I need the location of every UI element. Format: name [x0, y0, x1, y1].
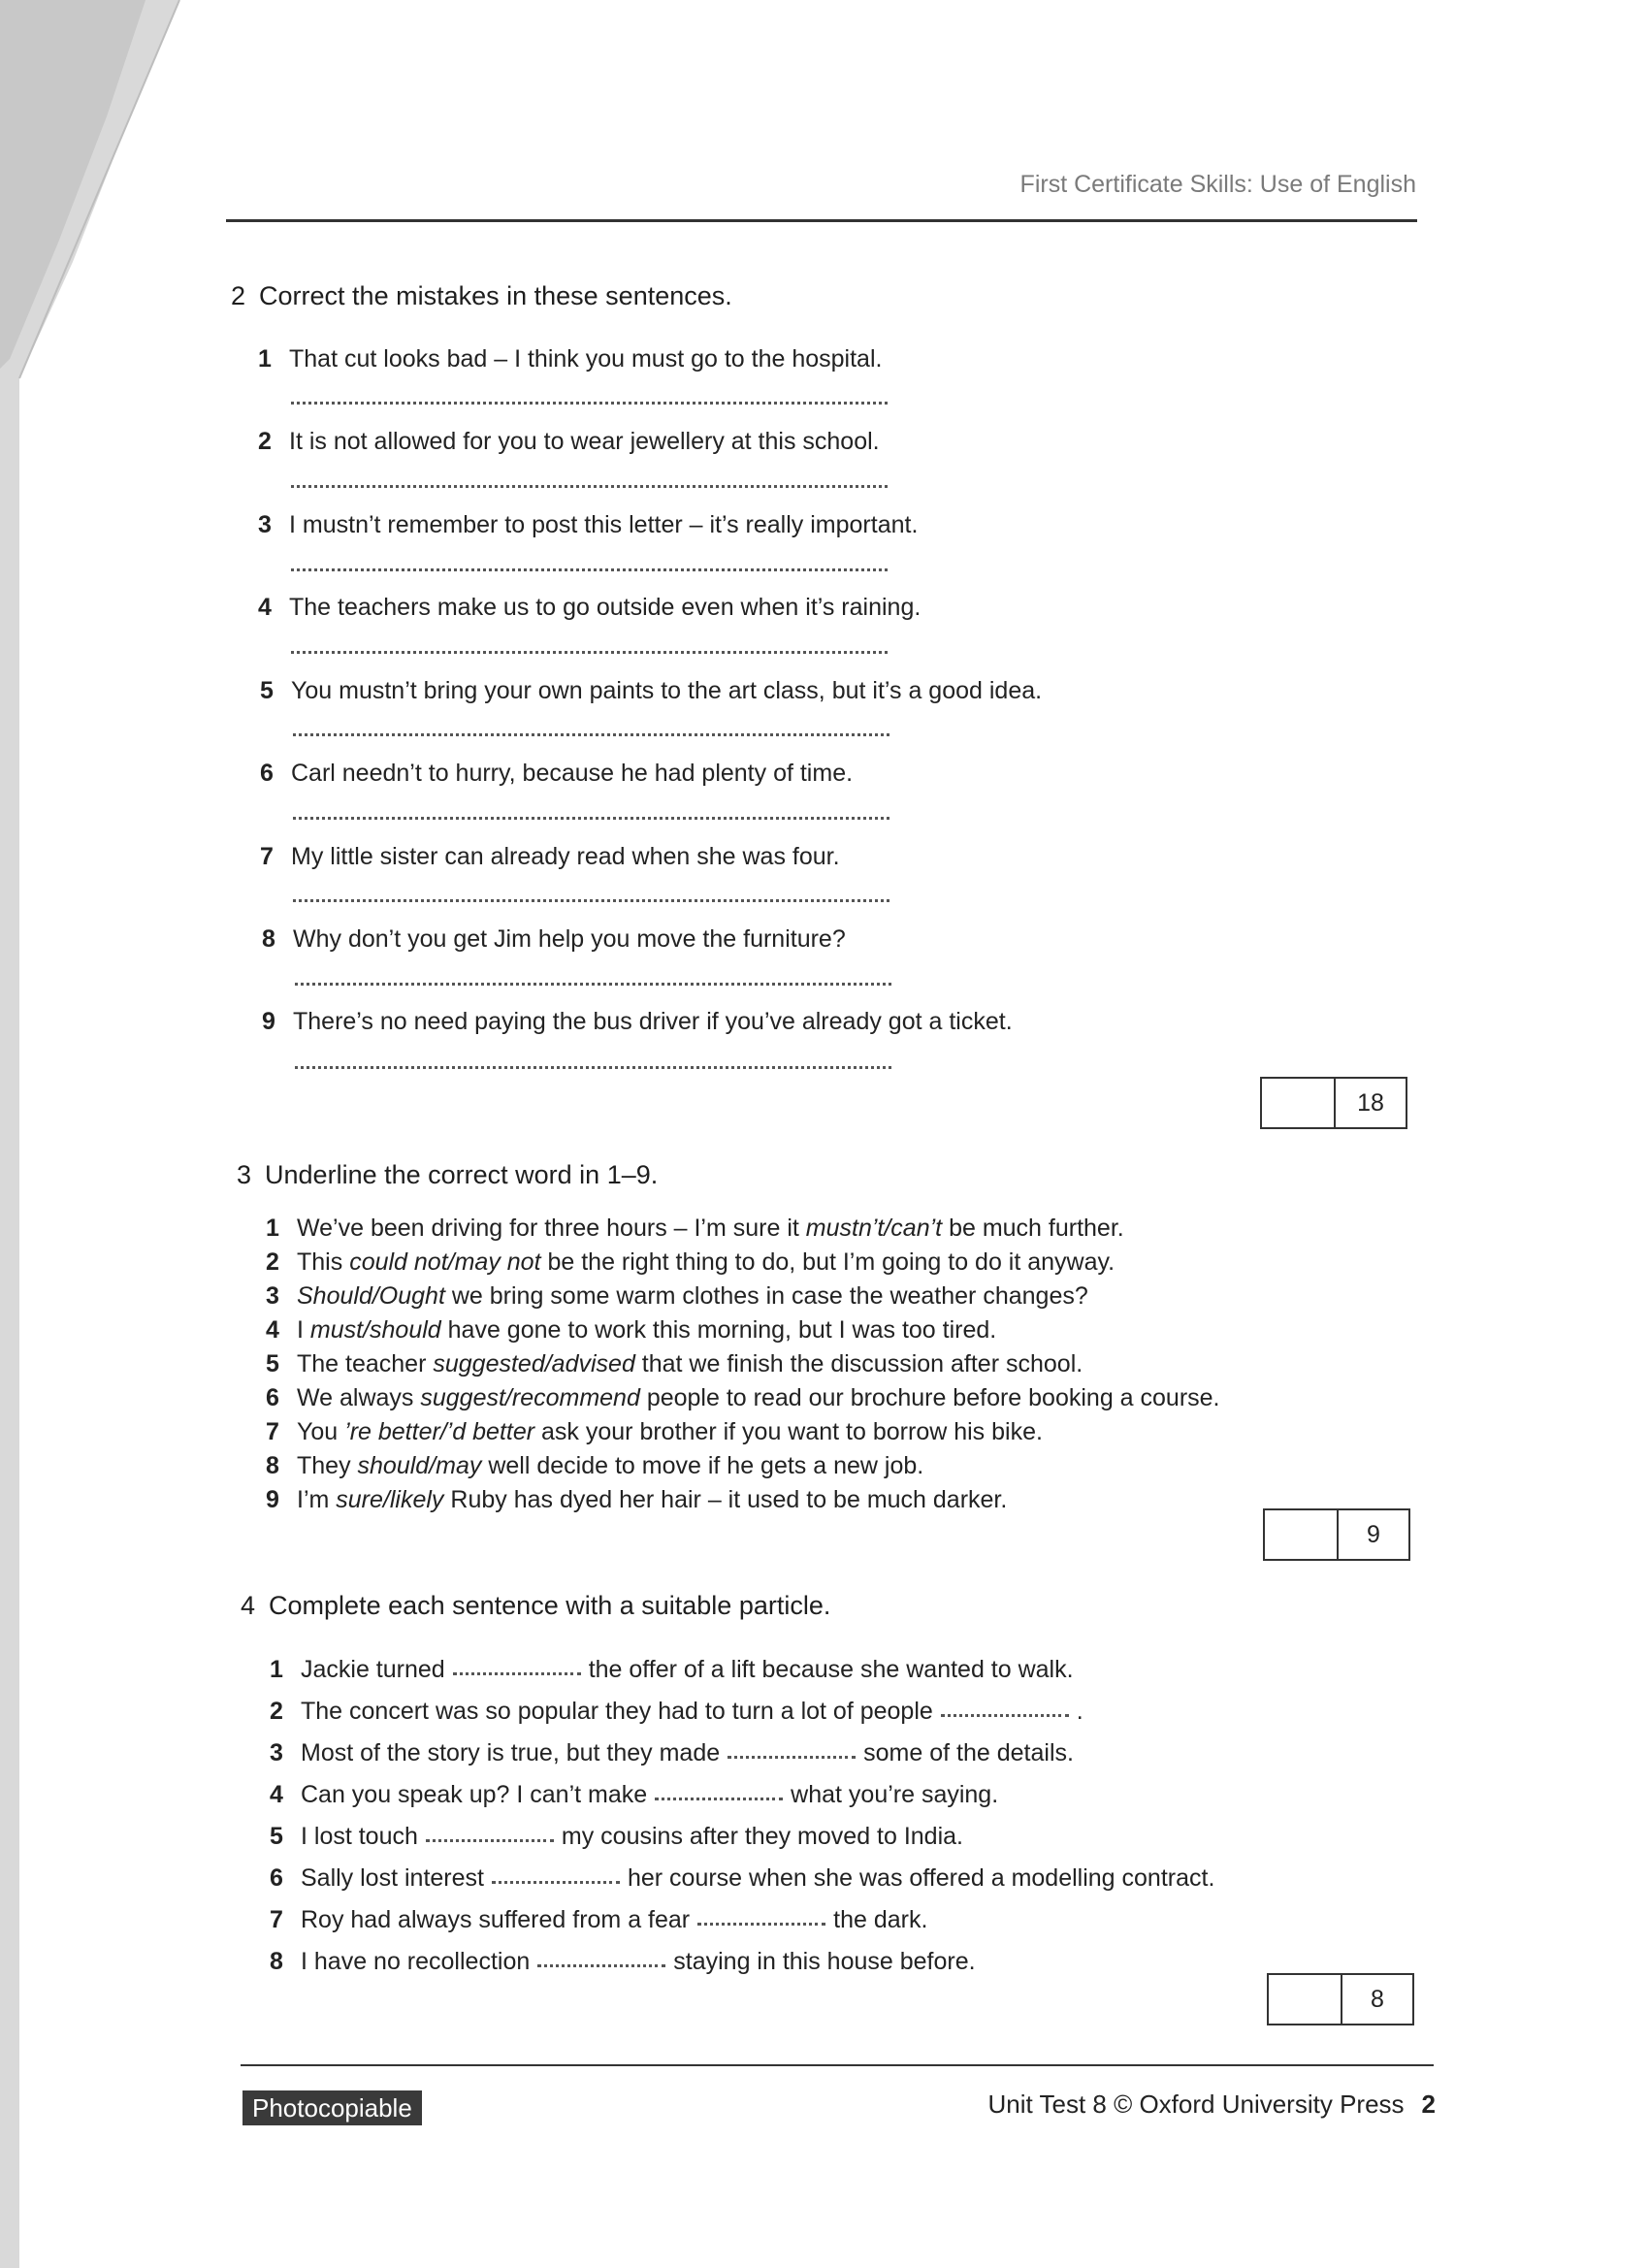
s4-score-total: 8: [1371, 1986, 1384, 2013]
s2-answer-line-5[interactable]: [293, 733, 889, 736]
s4-item-8: 8 I have no recollection staying in this house before.: [270, 1948, 976, 1975]
s4-item-1: 1 Jackie turned the offer of a lift because she wanted to walk.: [270, 1656, 1074, 1683]
section-3-number: 3: [237, 1160, 252, 1189]
s3-item-7: 7 You ’re better/’d better ask your brother if you want to borrow his bike.: [266, 1418, 1043, 1445]
section-3-instruction: Underline the correct word in 1–9.: [265, 1160, 659, 1189]
s3-item-9: 9 I’m sure/likely Ruby has dyed her hair – it used to be much darker.: [266, 1486, 1008, 1513]
section-4-title: [241, 1591, 830, 1621]
s3-options-1[interactable]: mustn’t/can’t: [805, 1215, 943, 1242]
s2-item-4: 4 The teachers make us to go outside even when it’s raining.: [258, 594, 922, 621]
header-title: First Certificate Skills: Use of English: [1019, 171, 1416, 198]
s3-options-8[interactable]: should/may: [357, 1452, 482, 1479]
s2-answer-line-6[interactable]: [293, 817, 889, 820]
header-rule: [226, 219, 1417, 222]
s4-blank-5[interactable]: [426, 1839, 554, 1842]
s4-item-6: 6 Sally lost interest her course when she was offered a modelling contract.: [270, 1864, 1215, 1892]
s3-options-3[interactable]: Should/Ought: [297, 1282, 445, 1310]
s2-item-5: 5 You mustn’t bring your own paints to the art class, but it’s a good idea.: [260, 677, 1043, 704]
page-number: 2: [1421, 2090, 1436, 2119]
s2-score-total: 18: [1357, 1089, 1384, 1117]
s2-score-blank[interactable]: [1262, 1079, 1336, 1127]
s3-score-box: [1263, 1508, 1410, 1561]
s4-blank-3[interactable]: [728, 1756, 856, 1759]
s2-answer-line-8[interactable]: [295, 983, 891, 986]
s2-item-1: 1 That cut looks bad – I think you must go to the hospital.: [258, 345, 883, 373]
s4-blank-2[interactable]: [941, 1714, 1069, 1717]
s4-score-box: [1267, 1973, 1414, 2025]
s3-item-5: 5 The teacher suggested/advised that we finish the discussion after school.: [266, 1350, 1083, 1377]
s2-answer-line-4[interactable]: [291, 651, 888, 654]
s4-score-blank[interactable]: [1269, 1975, 1342, 2024]
s4-blank-6[interactable]: [492, 1881, 620, 1884]
footer-rule: [241, 2064, 1434, 2066]
s3-item-6: 6 We always suggest/recommend people to read our brochure before booking a course.: [266, 1384, 1220, 1411]
s2-item-8: 8 Why don’t you get Jim help you move the furniture?: [262, 925, 846, 953]
section-2-instruction: Correct the mistakes in these sentences.: [259, 281, 732, 310]
s3-item-3: 3 Should/Ought we bring some warm clothes in case the weather changes?: [266, 1282, 1088, 1310]
s3-options-9[interactable]: sure/likely: [336, 1486, 444, 1513]
s4-blank-8[interactable]: [537, 1964, 665, 1967]
s2-item-2: 2 It is not allowed for you to wear jewellery at this school.: [258, 428, 880, 455]
s3-item-4: 4 I must/should have gone to work this morning, but I was too tired.: [266, 1316, 997, 1344]
s4-blank-1[interactable]: [453, 1672, 581, 1675]
s2-score-box: [1260, 1077, 1407, 1129]
section-3-title: [237, 1160, 658, 1190]
s4-blank-7[interactable]: [697, 1923, 825, 1926]
footer-credit: [873, 2090, 1436, 2120]
s4-item-5: 5 I lost touch my cousins after they moved to India.: [270, 1823, 963, 1850]
s3-score-blank[interactable]: [1265, 1510, 1339, 1559]
s4-item-3: 3 Most of the story is true, but they made some of the details.: [270, 1739, 1074, 1766]
section-2-title: [231, 281, 732, 311]
s3-options-4[interactable]: must/should: [309, 1316, 441, 1344]
s2-item-3: 3 I mustn’t remember to post this letter – it’s really important.: [258, 511, 919, 538]
s4-item-7: 7 Roy had always suffered from a fear the dark.: [270, 1906, 928, 1933]
s4-item-4: 4 Can you speak up? I can’t make what you’re saying.: [270, 1781, 999, 1808]
s2-answer-line-7[interactable]: [293, 899, 889, 902]
s2-item-9: 9 There’s no need paying the bus driver if you’ve already got a ticket.: [262, 1008, 1013, 1035]
s3-options-5[interactable]: suggested/advised: [433, 1350, 635, 1377]
s2-answer-line-3[interactable]: [291, 568, 888, 571]
s3-item-8: 8 They should/may well decide to move if he gets a new job.: [266, 1452, 924, 1479]
section-2-number: 2: [231, 281, 246, 310]
s2-item-6: 6 Carl needn’t to hurry, because he had plenty of time.: [260, 760, 854, 787]
s3-item-1: 1 We’ve been driving for three hours – I’m sure it mustn’t/can’t be much further.: [266, 1215, 1124, 1242]
s3-options-2[interactable]: could not/may not: [349, 1248, 541, 1276]
section-4-instruction: Complete each sentence with a suitable particle.: [269, 1591, 831, 1620]
s2-item-7: 7 My little sister can already read when she was four.: [260, 843, 840, 870]
footer-credit-text: Unit Test 8 © Oxford University Press: [987, 2090, 1405, 2119]
s2-answer-line-2[interactable]: [291, 485, 888, 488]
photocopiable-badge: Photocopiable: [242, 2090, 422, 2125]
s2-answer-line-9[interactable]: [295, 1066, 891, 1069]
s2-answer-line-1[interactable]: [291, 402, 888, 405]
s4-item-2: 2 The concert was so popular they had to turn a lot of people .: [270, 1698, 1083, 1725]
s3-options-7[interactable]: ’re better/’d better: [344, 1418, 535, 1445]
s4-blank-4[interactable]: [655, 1798, 783, 1800]
s3-item-2: 2 This could not/may not be the right thing to do, but I’m going to do it anyway.: [266, 1248, 1116, 1276]
section-4-number: 4: [241, 1591, 256, 1620]
s3-options-6[interactable]: suggest/recommend: [420, 1384, 640, 1411]
s3-score-total: 9: [1367, 1521, 1380, 1548]
